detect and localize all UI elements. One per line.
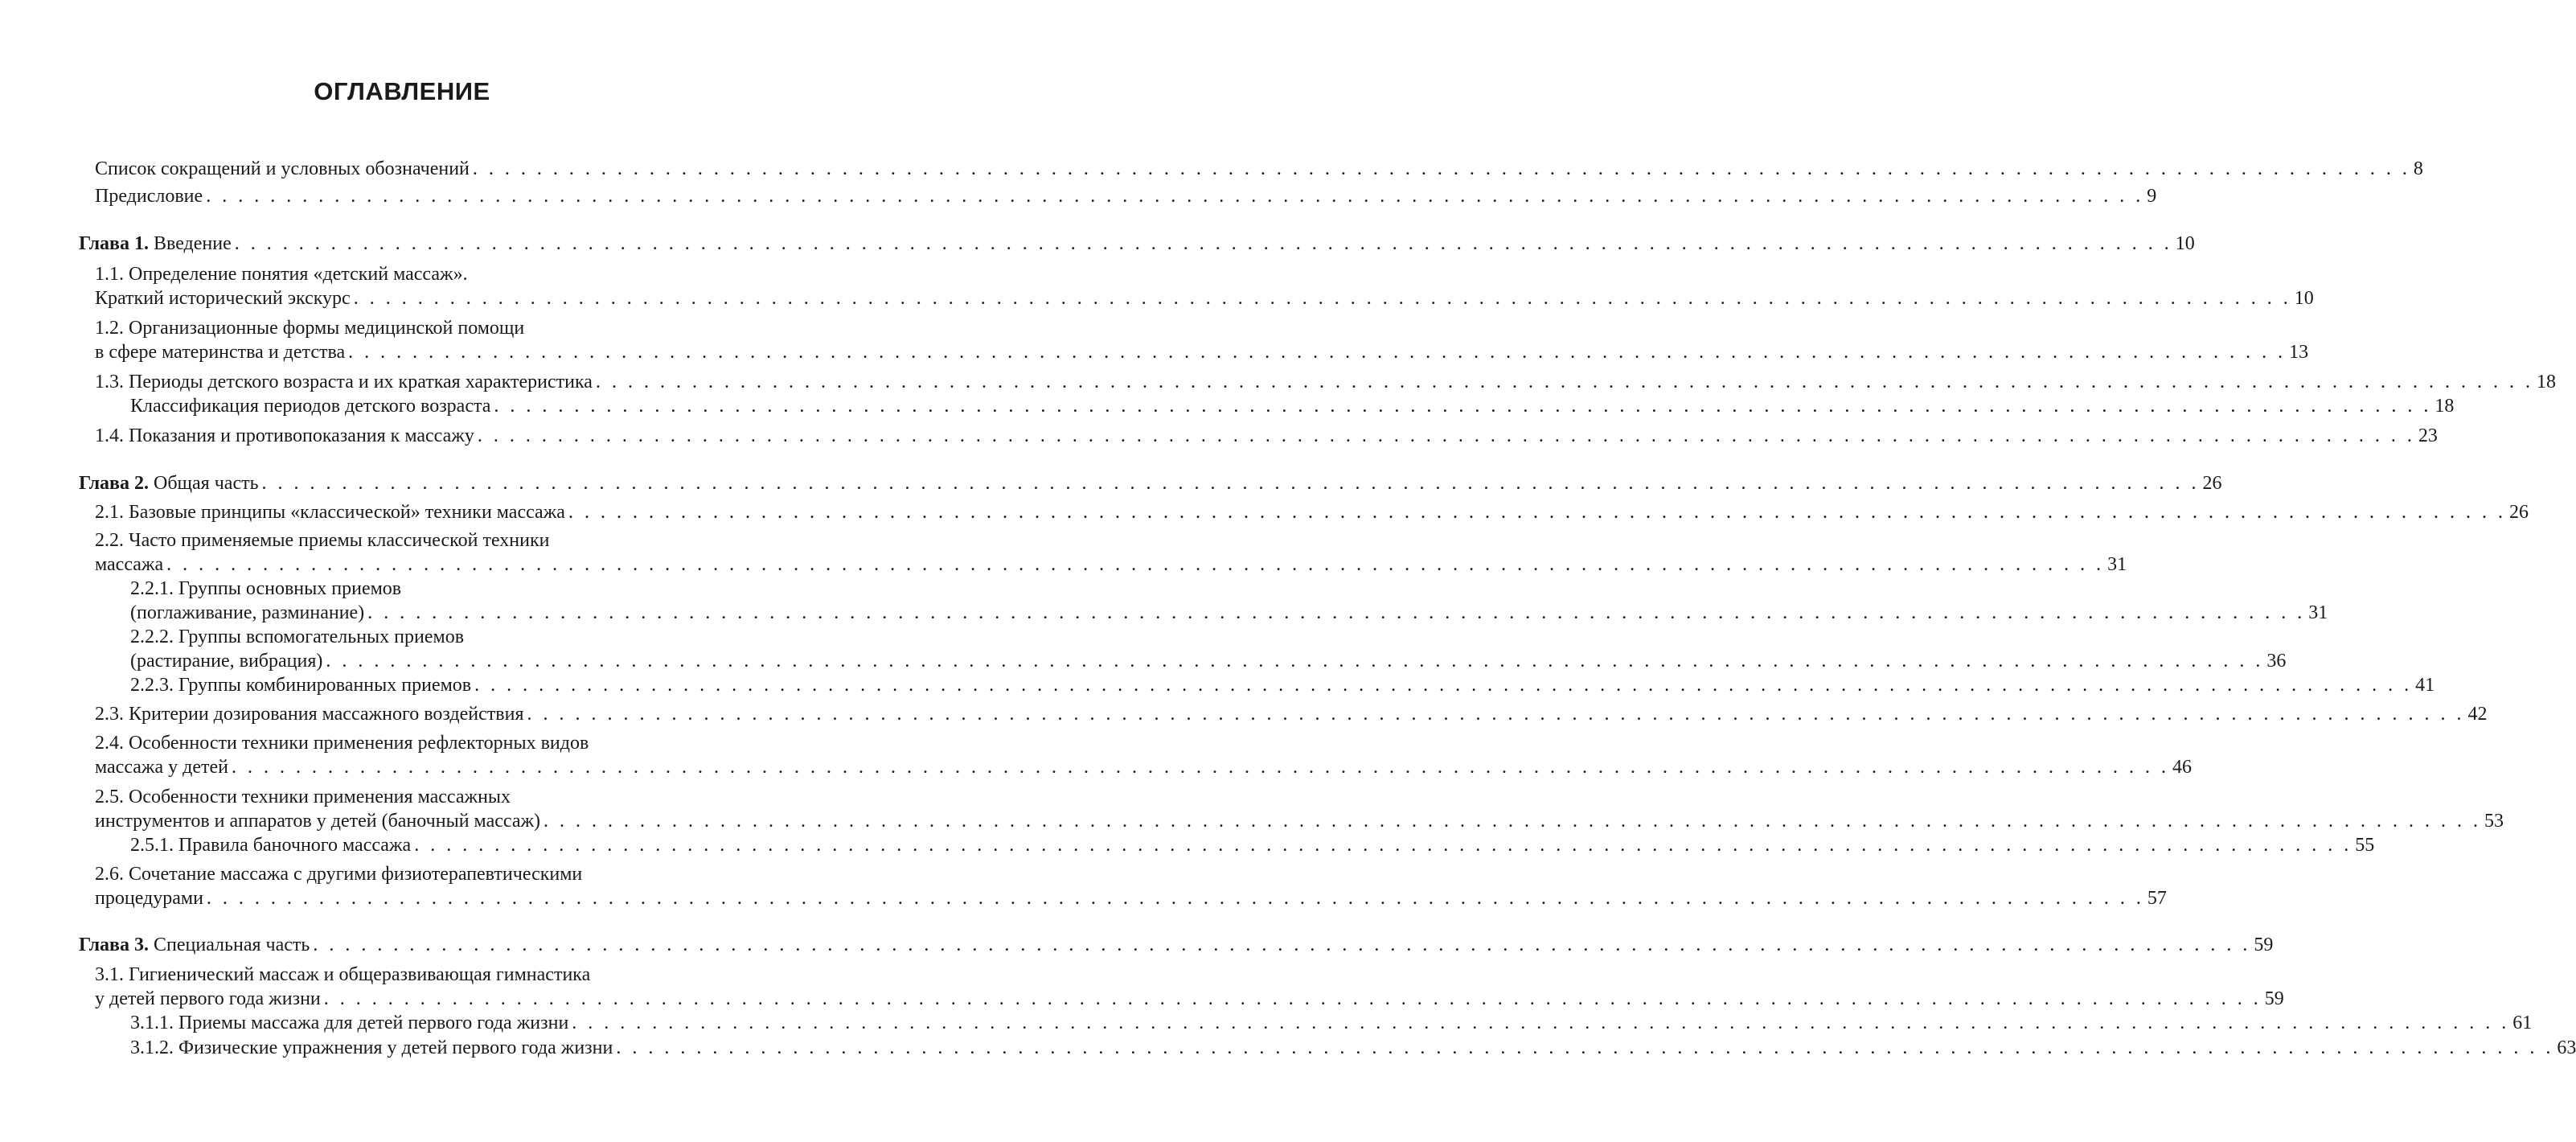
toc-entry-text: 1.2. Организационные формы медицинской помощи bbox=[95, 318, 525, 339]
toc-entry-text: массажа у детей bbox=[95, 757, 229, 778]
toc-chapter-3[interactable] bbox=[79, 933, 2274, 957]
toc-entry-text: (растирание, вибрация) bbox=[130, 651, 323, 672]
toc-page-number: 18 bbox=[2434, 396, 2455, 417]
toc-entry-2-5[interactable] bbox=[95, 785, 709, 809]
toc-entry-2-2-1-cont[interactable] bbox=[130, 601, 2328, 625]
toc-page-number: 42 bbox=[2467, 704, 2488, 725]
toc-entry-1-3[interactable] bbox=[95, 370, 2556, 394]
toc-page-number: 46 bbox=[2172, 757, 2192, 778]
toc-entry-text: массажа bbox=[95, 554, 164, 575]
dot-leader: . . . . . . . . . . . . . . . . . . . . . . . . . . . . . . . . . . . . . . . . . . . . . . . . . . . . . . . . . . . . . . . . . . . . . . . . . . . . . . . . . . . . . . . . . . . . . . . . . . . . . . . . . . . . . . . . . . . . . . . . . bbox=[414, 835, 2352, 856]
toc-entry-text: в сфере материнства и детства bbox=[95, 342, 346, 363]
dot-leader: . . . . . . . . . . . . . . . . . . . . . . . . . . . . . . . . . . . . . . . . . . . . . . . . . . . . . . . . . . . . . . . . . . . . . . . . . . . . . . . . . . . . . . . . . . . . . . . . . . . . . . . . . . . . . . . . . . . . . . . . . bbox=[474, 675, 2413, 696]
toc-entry-2-2-3[interactable] bbox=[130, 673, 2435, 697]
chapter-label: Глава 1. bbox=[79, 233, 149, 254]
toc-page-number: 31 bbox=[2308, 602, 2328, 623]
toc-entry-3-1-1[interactable] bbox=[130, 1011, 2533, 1035]
toc-entry-text: процедурами bbox=[95, 888, 203, 909]
toc-entry-2-3[interactable] bbox=[95, 702, 2488, 726]
toc-entry-text: 1.3. Периоды детского возраста и их краткая характеристика bbox=[95, 372, 593, 392]
dot-leader: . . . . . . . . . . . . . . . . . . . . . . . . . . . . . . . . . . . . . . . . . . . . . . . . . . . . . . . . . . . . . . . . . . . . . . . . . . . . . . . . . . . . . . . . . . . . . . . . . . . . . . . . . . . . . . . . . . . . . . . . . bbox=[323, 988, 2262, 1009]
toc-page-number: 23 bbox=[2418, 425, 2438, 446]
toc-page-number: 59 bbox=[2254, 935, 2274, 955]
toc-entry-2-5-1[interactable] bbox=[130, 833, 2375, 857]
dot-leader: . . . . . . . . . . . . . . . . . . . . . . . . . . . . . . . . . . . . . . . . . . . . . . . . . . . . . . . . . . . . . . . . . . . . . . . . . . . . . . . . . . . . . . . . . . . . . . . . . . . . . . . . . . . . . . . . . . . . . . . . . bbox=[472, 158, 2410, 179]
toc-page-number: 13 bbox=[2289, 342, 2309, 363]
toc-entry-text: у детей первого года жизни bbox=[95, 988, 321, 1009]
toc-entry-text: 2.4. Особенности техники применения рефлекторных видов bbox=[95, 733, 589, 754]
toc-entry-3-1-2[interactable] bbox=[130, 1036, 2576, 1060]
toc-entry-3-1-cont[interactable] bbox=[95, 987, 2284, 1011]
dot-leader: . . . . . . . . . . . . . . . . . . . . . . . . . . . . . . . . . . . . . . . . . . . . . . . . . . . . . . . . . . . . . . . . . . . . . . . . . . . . . . . . . . . . . . . . . . . . . . . . . . . . . . . . . . . . . . . . . . . . . . . . . bbox=[595, 372, 2533, 392]
toc-page-number: 57 bbox=[2147, 888, 2167, 909]
toc-page-number: 10 bbox=[2294, 288, 2314, 309]
toc-entry-abbreviations[interactable] bbox=[95, 157, 2423, 181]
toc-entry-1-3-classification[interactable] bbox=[130, 394, 2455, 418]
toc-page-number: 18 bbox=[2536, 372, 2556, 392]
toc-entry-1-1-cont[interactable] bbox=[95, 286, 2314, 310]
chapter-label: Глава 3. bbox=[79, 935, 149, 955]
toc-entry-2-2-2[interactable] bbox=[130, 625, 709, 649]
toc-entry-2-2-1[interactable] bbox=[130, 577, 709, 601]
chapter-title: Общая часть bbox=[154, 473, 259, 494]
dot-leader: . . . . . . . . . . . . . . . . . . . . . . . . . . . . . . . . . . . . . . . . . . . . . . . . . . . . . . . . . . . . . . . . . . . . . . . . . . . . . . . . . . . . . . . . . . . . . . . . . . . . . . . . . . . . . . . . . . . . . . . . . bbox=[326, 651, 2264, 672]
toc-page-number: 59 bbox=[2264, 988, 2284, 1009]
chapter-title: Введение bbox=[154, 233, 232, 254]
dot-leader: . . . . . . . . . . . . . . . . . . . . . . . . . . . . . . . . . . . . . . . . . . . . . . . . . . . . . . . . . . . . . . . . . . . . . . . . . . . . . . . . . . . . . . . . . . . . . . . . . . . . . . . . . . . . . . . . . . . . . . . . . bbox=[232, 757, 2170, 778]
toc-entry-text: 2.1. Базовые принципы «классической» техники массажа bbox=[95, 502, 565, 523]
toc-entry-text: 3.1.1. Приемы массажа для детей первого года жизни bbox=[130, 1013, 569, 1033]
toc-entry-2-1[interactable] bbox=[95, 500, 2529, 524]
toc-entry-2-2-2-cont[interactable] bbox=[130, 649, 2287, 673]
dot-leader: . . . . . . . . . . . . . . . . . . . . . . . . . . . . . . . . . . . . . . . . . . . . . . . . . . . . . . . . . . . . . . . . . . . . . . . . . . . . . . . . . . . . . . . . . . . . . . . . . . . . . . . . . . . . . . . . . . . . . . . . . bbox=[234, 233, 2172, 254]
toc-entry-text bbox=[79, 933, 310, 957]
toc-entry-text: Список сокращений и условных обозначений bbox=[95, 158, 470, 179]
dot-leader: . . . . . . . . . . . . . . . . . . . . . . . . . . . . . . . . . . . . . . . . . . . . . . . . . . . . . . . . . . . . . . . . . . . . . . . . . . . . . . . . . . . . . . . . . . . . . . . . . . . . . . . . . . . . . . . . . . . . . . . . . bbox=[527, 704, 2465, 725]
toc-entry-preface[interactable] bbox=[95, 184, 2157, 208]
toc-page-number: 9 bbox=[2147, 186, 2157, 207]
toc-entry-1-1[interactable] bbox=[95, 262, 709, 286]
chapter-label: Глава 2. bbox=[79, 473, 149, 494]
toc-entry-1-2-cont[interactable] bbox=[95, 340, 2309, 364]
toc-entry-2-6-cont[interactable] bbox=[95, 886, 2167, 910]
toc-entry-text bbox=[79, 471, 259, 495]
toc-page-number: 63 bbox=[2557, 1037, 2576, 1058]
toc-entry-text: 2.5. Особенности техники применения массажных bbox=[95, 787, 511, 807]
toc-entry-text: инструментов и аппаратов у детей (баночный массаж) bbox=[95, 811, 541, 832]
toc-page-number: 61 bbox=[2512, 1013, 2533, 1033]
toc-page-number: 26 bbox=[2202, 473, 2222, 494]
toc-entry-2-2[interactable] bbox=[95, 528, 709, 553]
dot-leader: . . . . . . . . . . . . . . . . . . . . . . . . . . . . . . . . . . . . . . . . . . . . . . . . . . . . . . . . . . . . . . . . . . . . . . . . . . . . . . . . . . . . . . . . . . . . . . . . . . . . . . . . . . . . . . . . . . . . . . . . . bbox=[494, 396, 2432, 417]
dot-leader: . . . . . . . . . . . . . . . . . . . . . . . . . . . . . . . . . . . . . . . . . . . . . . . . . . . . . . . . . . . . . . . . . . . . . . . . . . . . . . . . . . . . . . . . . . . . . . . . . . . . . . . . . . . . . . . . . . . . . . . . . bbox=[206, 186, 2144, 207]
toc-entry-2-6[interactable] bbox=[95, 862, 709, 886]
toc-chapter-2[interactable] bbox=[79, 471, 2222, 495]
toc-page-number: 41 bbox=[2415, 675, 2435, 696]
dot-leader: . . . . . . . . . . . . . . . . . . . . . . . . . . . . . . . . . . . . . . . . . . . . . . . . . . . . . . . . . . . . . . . . . . . . . . . . . . . . . . . . . . . . . . . . . . . . . . . . . . . . . . . . . . . . . . . . . . . . . . . . . bbox=[544, 811, 2482, 832]
toc-entry-2-4-cont[interactable] bbox=[95, 755, 2192, 779]
toc-chapter-1[interactable] bbox=[79, 232, 2195, 256]
toc-entry-text bbox=[79, 232, 232, 256]
toc-page-number: 26 bbox=[2508, 502, 2529, 523]
toc-entry-text: 2.2. Часто применяемые приемы классической техники bbox=[95, 530, 550, 551]
dot-leader: . . . . . . . . . . . . . . . . . . . . . . . . . . . . . . . . . . . . . . . . . . . . . . . . . . . . . . . . . . . . . . . . . . . . . . . . . . . . . . . . . . . . . . . . . . . . . . . . . . . . . . . . . . . . . . . . . . . . . . . . . bbox=[206, 888, 2144, 909]
toc-entry-3-1[interactable] bbox=[95, 963, 709, 987]
dot-leader: . . . . . . . . . . . . . . . . . . . . . . . . . . . . . . . . . . . . . . . . . . . . . . . . . . . . . . . . . . . . . . . . . . . . . . . . . . . . . . . . . . . . . . . . . . . . . . . . . . . . . . . . . . . . . . . . . . . . . . . . . bbox=[616, 1037, 2554, 1058]
toc-page-number: 10 bbox=[2175, 233, 2195, 254]
toc-entry-text: 2.3. Критерии дозирования массажного воздействия bbox=[95, 704, 524, 725]
dot-leader: . . . . . . . . . . . . . . . . . . . . . . . . . . . . . . . . . . . . . . . . . . . . . . . . . . . . . . . . . . . . . . . . . . . . . . . . . . . . . . . . . . . . . . . . . . . . . . . . . . . . . . . . . . . . . . . . . . . . . . . . . bbox=[261, 473, 2200, 494]
toc-page-number: 31 bbox=[2107, 554, 2127, 575]
dot-leader: . . . . . . . . . . . . . . . . . . . . . . . . . . . . . . . . . . . . . . . . . . . . . . . . . . . . . . . . . . . . . . . . . . . . . . . . . . . . . . . . . . . . . . . . . . . . . . . . . . . . . . . . . . . . . . . . . . . . . . . . . bbox=[348, 342, 2287, 363]
toc-entry-1-2[interactable] bbox=[95, 316, 709, 340]
toc-entry-text: Краткий исторический экскурс bbox=[95, 288, 351, 309]
dot-leader: . . . . . . . . . . . . . . . . . . . . . . . . . . . . . . . . . . . . . . . . . . . . . . . . . . . . . . . . . . . . . . . . . . . . . . . . . . . . . . . . . . . . . . . . . . . . . . . . . . . . . . . . . . . . . . . . . . . . . . . . . bbox=[572, 1013, 2510, 1033]
toc-entry-text: Предисловие bbox=[95, 186, 203, 207]
dot-leader: . . . . . . . . . . . . . . . . . . . . . . . . . . . . . . . . . . . . . . . . . . . . . . . . . . . . . . . . . . . . . . . . . . . . . . . . . . . . . . . . . . . . . . . . . . . . . . . . . . . . . . . . . . . . . . . . . . . . . . . . . bbox=[477, 425, 2415, 446]
toc-entry-text: 2.2.3. Группы комбинированных приемов bbox=[130, 675, 472, 696]
dot-leader: . . . . . . . . . . . . . . . . . . . . . . . . . . . . . . . . . . . . . . . . . . . . . . . . . . . . . . . . . . . . . . . . . . . . . . . . . . . . . . . . . . . . . . . . . . . . . . . . . . . . . . . . . . . . . . . . . . . . . . . . . bbox=[166, 554, 2105, 575]
toc-entry-1-4[interactable] bbox=[95, 424, 2438, 448]
toc-entry-text: 3.1. Гигиенический массаж и общеразвивающая гимнастика bbox=[95, 964, 591, 985]
dot-leader: . . . . . . . . . . . . . . . . . . . . . . . . . . . . . . . . . . . . . . . . . . . . . . . . . . . . . . . . . . . . . . . . . . . . . . . . . . . . . . . . . . . . . . . . . . . . . . . . . . . . . . . . . . . . . . . . . . . . . . . . . bbox=[353, 288, 2291, 309]
toc-entry-text: 2.2.1. Группы основных приемов bbox=[130, 578, 402, 599]
toc-entry-2-5-cont[interactable] bbox=[95, 809, 2504, 833]
toc-page-number: 53 bbox=[2484, 811, 2504, 832]
toc-entry-text: 1.4. Показания и противопоказания к массажу bbox=[95, 425, 474, 446]
toc-entry-text: Классификация периодов детского возраста bbox=[130, 396, 491, 417]
toc-entry-text: (поглаживание, разминание) bbox=[130, 602, 365, 623]
toc-entry-text: 2.6. Сочетание массажа с другими физиотерапевтическими bbox=[95, 864, 583, 885]
toc-page-number: 36 bbox=[2266, 651, 2287, 672]
page-title: ОГЛАВЛЕНИЕ bbox=[314, 77, 490, 105]
toc-page-number: 8 bbox=[2413, 158, 2423, 179]
toc-entry-2-4[interactable] bbox=[95, 731, 709, 755]
chapter-title: Специальная часть bbox=[154, 935, 310, 955]
toc-entry-text: 2.5.1. Правила баночного массажа bbox=[130, 835, 412, 856]
toc-entry-text: 3.1.2. Физические упражнения у детей первого года жизни bbox=[130, 1037, 613, 1058]
toc-entry-2-2-cont[interactable] bbox=[95, 553, 2127, 577]
toc-entry-text: 2.2.2. Группы вспомогательных приемов bbox=[130, 626, 465, 647]
dot-leader: . . . . . . . . . . . . . . . . . . . . . . . . . . . . . . . . . . . . . . . . . . . . . . . . . . . . . . . . . . . . . . . . . . . . . . . . . . . . . . . . . . . . . . . . . . . . . . . . . . . . . . . . . . . . . . . . . . . . . . . . . bbox=[568, 502, 2506, 523]
toc-page-number: 55 bbox=[2355, 835, 2375, 856]
dot-leader: . . . . . . . . . . . . . . . . . . . . . . . . . . . . . . . . . . . . . . . . . . . . . . . . . . . . . . . . . . . . . . . . . . . . . . . . . . . . . . . . . . . . . . . . . . . . . . . . . . . . . . . . . . . . . . . . . . . . . . . . . bbox=[367, 602, 2306, 623]
toc-entry-text: 1.1. Определение понятия «детский массаж». bbox=[95, 264, 468, 285]
dot-leader: . . . . . . . . . . . . . . . . . . . . . . . . . . . . . . . . . . . . . . . . . . . . . . . . . . . . . . . . . . . . . . . . . . . . . . . . . . . . . . . . . . . . . . . . . . . . . . . . . . . . . . . . . . . . . . . . . . . . . . . . . bbox=[313, 935, 2251, 955]
